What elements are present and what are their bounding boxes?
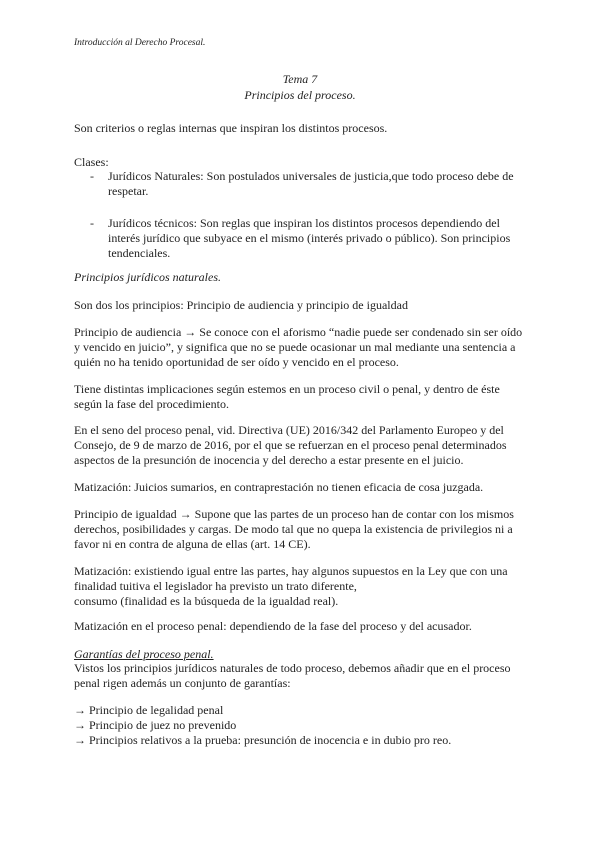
- text-line: respetar.: [108, 184, 149, 198]
- clases-heading: Clases:: [74, 155, 109, 169]
- paragraph: [74, 661, 526, 691]
- text-line: favor ni en contra de alguna de ellas (art. 14 CE).: [74, 537, 311, 551]
- bullet-item: [108, 169, 526, 199]
- text-line: Jurídicos técnicos: Son reglas que inspiran los distintos procesos dependiendo del: [108, 216, 500, 230]
- text-line: Tiene distintas implicaciones según estemos en un proceso civil o penal, y dentro de éste: [74, 382, 500, 396]
- text-line: Principio de audiencia → Se conoce con el aforismo “nadie puede ser condenado sin ser oído: [74, 325, 523, 339]
- running-header: Introducción al Derecho Procesal.: [74, 38, 206, 48]
- text-line: Vistos los principios jurídicos naturales de todo proceso, debemos añadir que en el proceso: [74, 661, 511, 675]
- paragraph: [74, 298, 526, 313]
- paragraph: [74, 423, 526, 468]
- list-item: → Principio de juez no prevenido: [74, 718, 237, 732]
- text-line: Jurídicos Naturales: Son postulados universales de justicia,que todo proceso debe de: [108, 169, 514, 183]
- bullet-dash: -: [90, 216, 94, 230]
- paragraph: [74, 325, 526, 370]
- section-heading-garantias: Garantías del proceso penal.: [74, 647, 214, 661]
- text-line: Consejo, de 9 de marzo de 2016, por el que se refuerzan en el proceso penal determinados: [74, 438, 507, 452]
- paragraph: [74, 480, 526, 495]
- bullet-dash: -: [90, 169, 94, 183]
- list-item: → Principio de legalidad penal: [74, 703, 224, 717]
- text-line: derechos, posibilidades y cargas. De modo tal que no quepa la existencia de privilegios ni a: [74, 522, 513, 536]
- text-line: y vencido en juicio”, y significa que no se puede ocasionar un mal mediante una sentencia a: [74, 340, 516, 354]
- list-item: → Principios relativos a la prueba: presunción de inocencia e in dubio pro reo.: [74, 733, 452, 747]
- text-line: tendenciales.: [108, 246, 171, 260]
- text-line: Principio de igualdad → Supone que las partes de un proceso han de contar con los mismos: [74, 507, 514, 521]
- topic-title: Tema 7: [282, 72, 318, 86]
- text-line: interés jurídico que subyace en el mismo (interés privado o público). Son principios: [108, 231, 511, 245]
- paragraph: [74, 619, 526, 634]
- intro-paragraph: Son criterios o reglas internas que inspiran los distintos procesos.: [74, 121, 388, 135]
- text-line: finalidad tuitiva el legislador ha previsto un trato diferente,: [74, 579, 357, 593]
- text-line: Matización: existiendo igual entre las partes, hay algunos supuestos en la Ley que con una: [74, 564, 508, 578]
- garantias-list: [74, 703, 526, 748]
- text-line: aspectos de la presunción de inocencia y del derecho a estar presente en el juicio.: [74, 453, 464, 467]
- text-line: consumo (finalidad es la búsqueda de la igualdad real).: [74, 594, 339, 608]
- text-line: según la fase del procedimiento.: [74, 397, 229, 411]
- text-line: Matización: Juicios sumarios, en contraprestación no tienen eficacia de cosa juzgada.: [74, 480, 484, 494]
- section-heading-principios: Principios jurídicos naturales.: [74, 270, 221, 284]
- paragraph: [74, 564, 526, 609]
- text-line: quién no ha tenido oportunidad de ser oído y vencido en el proceso.: [74, 355, 399, 369]
- text-line: En el seno del proceso penal, vid. Directiva (UE) 2016/342 del Parlamento Europeo y del: [74, 423, 504, 437]
- text-line: Matización en el proceso penal: dependiendo de la fase del proceso y del acusador.: [74, 619, 472, 633]
- paragraph: [74, 507, 526, 552]
- text-line: Son dos los principios: Principio de audiencia y principio de igualdad: [74, 298, 408, 312]
- bullet-item: [108, 216, 526, 261]
- paragraph: [74, 382, 526, 412]
- text-line: penal rigen además un conjunto de garantías:: [74, 676, 291, 690]
- topic-subtitle: Principios del proceso.: [244, 88, 356, 102]
